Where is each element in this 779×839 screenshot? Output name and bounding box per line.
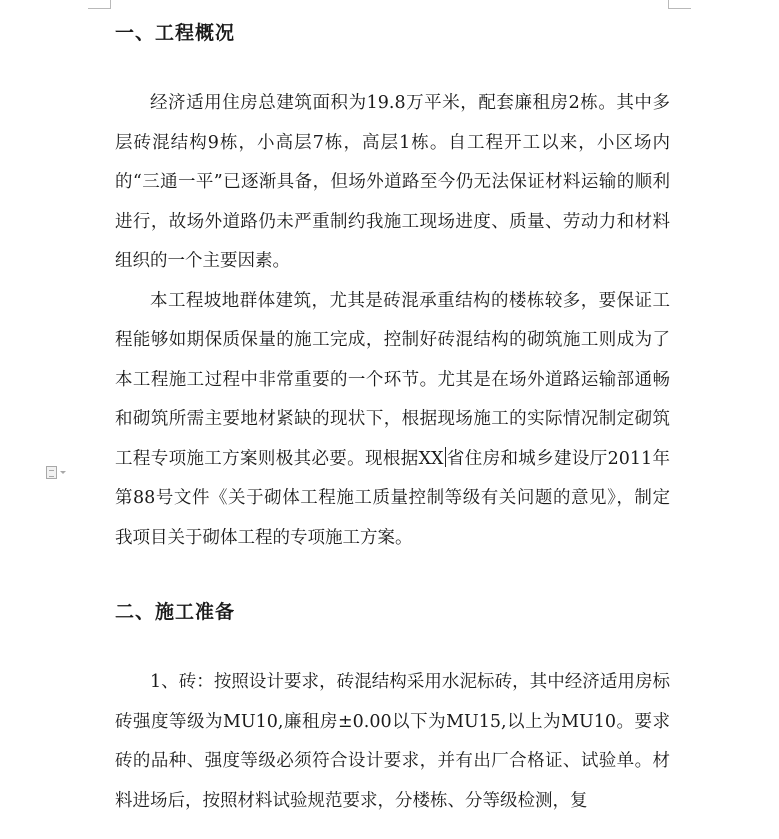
- section-heading-overview: 一、工程概况: [115, 22, 236, 44]
- text-caret: [445, 447, 446, 467]
- document-page: [115, 14, 670, 821]
- paragraph-preparation-1: 1、砖：按照设计要求，砖混结构采用水泥标砖，其中经济适用房标砖强度等级为MU10,廉租房±0.00以下为MU15,以上为MU10。要求砖的品种、强度等级必须符合设计要求，并有出厂合格证、试验单。材料进场后，按照材料试验规范要求，分楼栋、分等级检测，复: [115, 672, 670, 811]
- paragraph-text-after-caret: 省住房和城乡建设厅2011年第88号文件《关于砌体工程施工质量控制等级有关问题的意见》，制定我项目关于砌体工程的专项施工方案。: [115, 448, 670, 548]
- paragraph-text-before-caret: 本工程坡地群体建筑，尤其是砖混承重结构的楼栋较多，要保证工程能够如期保质保量的施工完成，控制好砖混结构的砌筑施工则成为了本工程施工过程中非常重要的一个环节。尤其是在场外道路运输部通畅和砌筑所需主要地材紧缺的现状下，根据现场施工的实际情况制定砌筑工程专项施工方案则极其必要。现根据XX: [115, 290, 670, 469]
- paragraph-marker[interactable]: [46, 466, 66, 479]
- dropdown-triangle-icon: [60, 471, 66, 474]
- section-heading-preparation: 二、施工准备: [115, 601, 236, 623]
- document-icon: [46, 466, 57, 479]
- paragraph-overview-1: 经济适用住房总建筑面积为19.8万平米，配套廉租房2栋。其中多层砖混结构9栋，小高层7栋，高层1栋。自工程开工以来，小区场内的“三通一平”已逐渐具备，但场外道路至今仍无法保证材料运输的顺利进行，故场外道路仍未严重制约我施工现场进度、质量、劳动力和材料组织的一个主要因素。: [115, 93, 670, 271]
- page-corner-mark-left: [88, 0, 111, 9]
- page-corner-mark-right: [668, 0, 691, 9]
- paragraph-overview-2: [115, 282, 670, 559]
